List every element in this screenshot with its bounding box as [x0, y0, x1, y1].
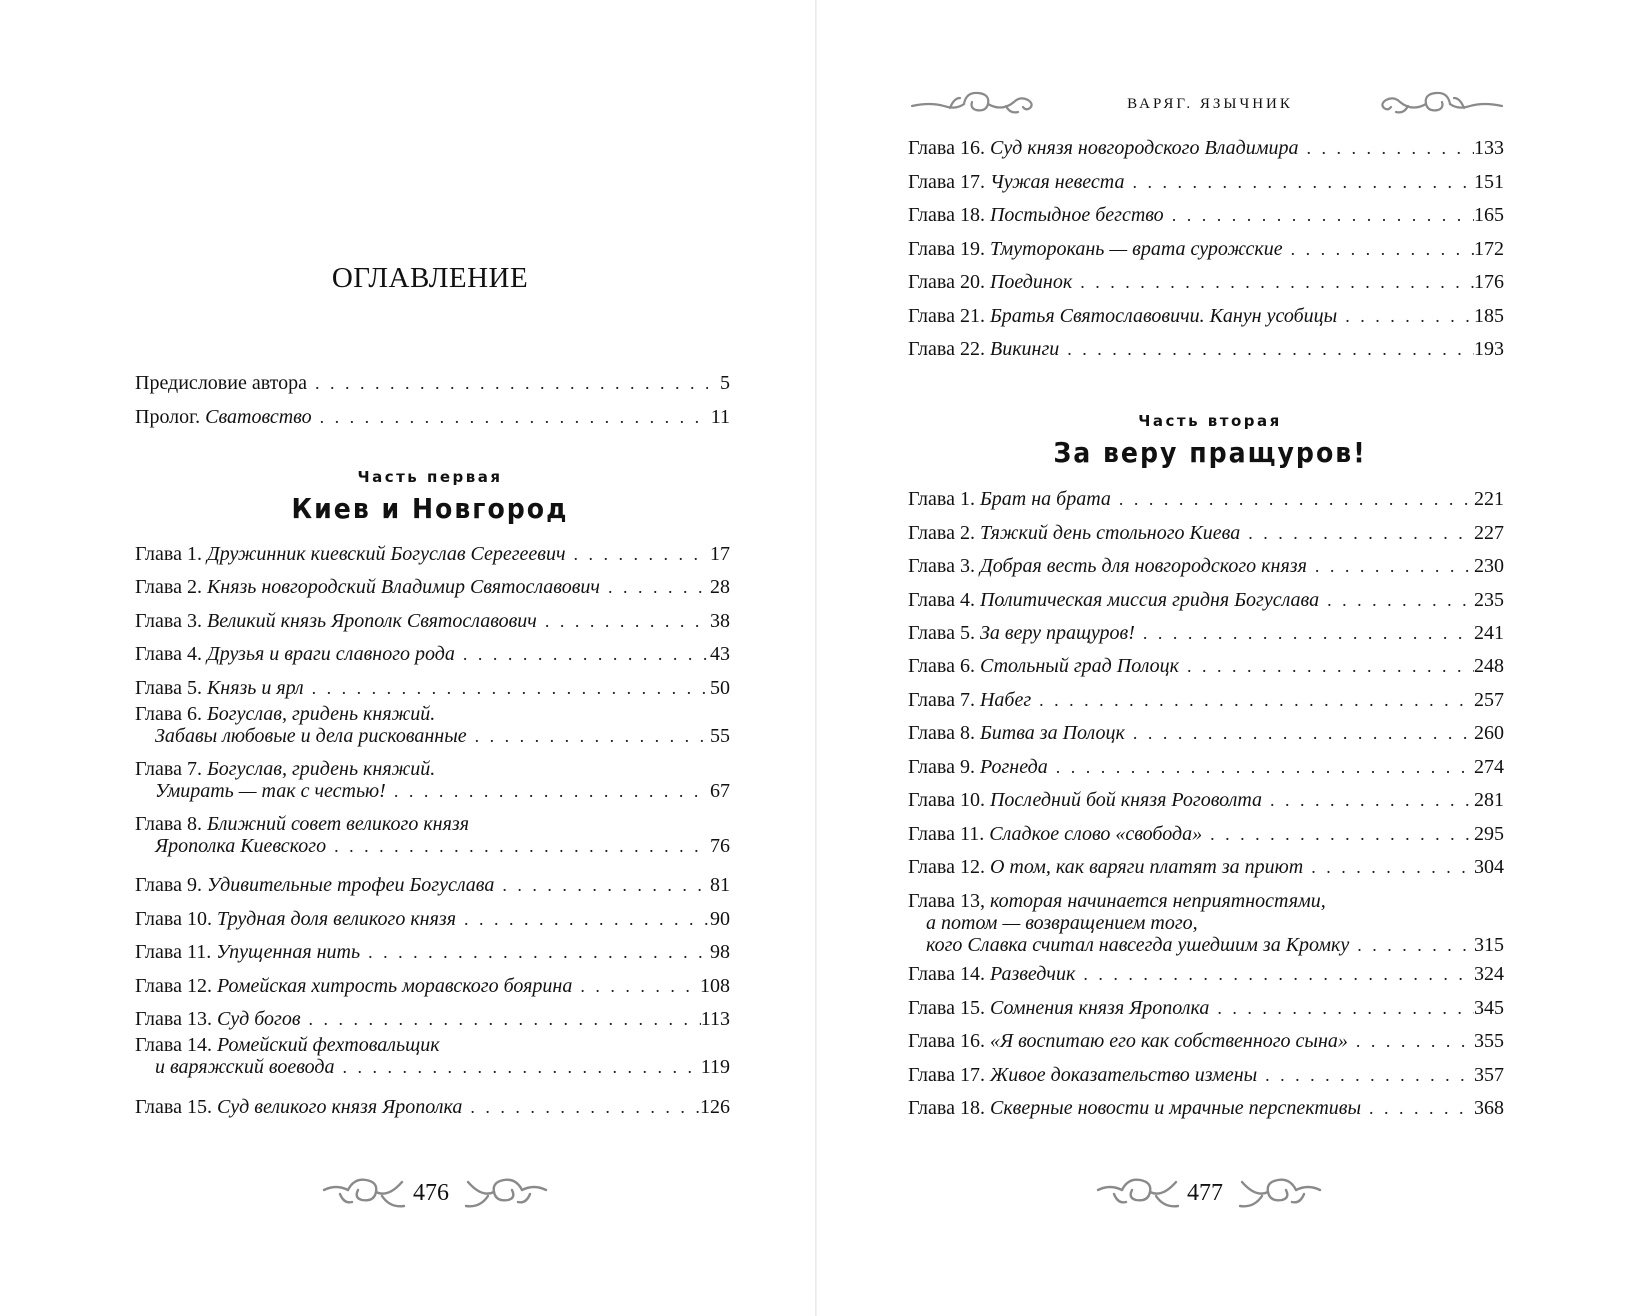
chapter-label: Глава 7. — [135, 758, 202, 780]
chapter-page: 113 — [700, 1008, 730, 1030]
chapter-title: Живое доказательство измены — [989, 1064, 1258, 1086]
chapter-page: 345 — [1474, 997, 1504, 1019]
chapter-page: 230 — [1474, 555, 1504, 577]
chapter-title: Трудная доля великого князя — [216, 908, 456, 930]
toc-entry — [135, 975, 730, 997]
toc-entry — [908, 622, 1504, 644]
toc-title: ОГЛАВЛЕНИЕ — [331, 262, 529, 294]
chapter-page: 133 — [1474, 137, 1504, 159]
chapter-title: Сомнения князя Ярополка — [989, 997, 1210, 1019]
chapter-title: Друзья и враги славного рода — [206, 643, 455, 665]
chapter-label: Глава 6. — [908, 655, 975, 677]
chapter-label: Глава 12. — [908, 856, 985, 878]
toc-entry — [908, 1097, 1504, 1119]
chapter-title: Князь и ярл — [206, 677, 304, 699]
chapter-label: Глава 1. — [908, 488, 975, 510]
toc-entry — [135, 1034, 730, 1078]
toc-entry — [908, 305, 1504, 327]
chapter-title: которая начинается неприятностями, — [989, 890, 1326, 912]
chapter-title: Ближний совет великого князя — [206, 813, 469, 835]
chapter-page: 50 — [710, 677, 730, 699]
toc-entry — [908, 823, 1504, 845]
chapter-page: 185 — [1474, 305, 1504, 327]
chapter-page: 227 — [1474, 522, 1504, 544]
chapter-label: Глава 2. — [135, 576, 202, 598]
chapter-title: Брат на брата — [979, 488, 1111, 510]
chapter-label: Глава 8. — [908, 722, 975, 744]
chapter-title-continued: Ярополка Киевского — [155, 835, 327, 857]
chapter-page: 176 — [1474, 271, 1504, 293]
chapter-label: Глава 8. — [135, 813, 202, 835]
chapter-page: 98 — [710, 941, 730, 963]
chapter-label: Глава 18. — [908, 204, 985, 226]
chapter-page: 355 — [1474, 1030, 1504, 1052]
chapter-page: 295 — [1474, 823, 1504, 845]
chapter-title: Рогнеда — [979, 756, 1048, 778]
chapter-title: Великий князь Ярополк Святославович — [206, 610, 537, 632]
toc-entry — [908, 963, 1504, 985]
chapter-label: Глава 15. — [908, 997, 985, 1019]
chapter-page: 90 — [710, 908, 730, 930]
toc-entry — [135, 758, 730, 802]
chapter-title: Сладкое слово «свобода» — [989, 823, 1203, 845]
toc-entry — [908, 338, 1504, 360]
chapter-title-continued: Умирать — так с честью! — [155, 780, 386, 802]
chapter-page: 193 — [1474, 338, 1504, 360]
part-title: За веру пращуров! — [1053, 436, 1367, 469]
part-label: Часть вторая — [1138, 412, 1282, 430]
chapter-title: Стольный град Полоцк — [979, 655, 1180, 677]
toc-entry — [908, 1030, 1504, 1052]
page-number: 476 — [413, 1180, 449, 1206]
chapter-title: Набег — [979, 689, 1032, 711]
chapter-page: 257 — [1474, 689, 1504, 711]
chapter-title: Удивительные трофеи Богуслава — [206, 874, 495, 896]
chapter-page: 281 — [1474, 789, 1504, 811]
chapter-label: Глава 19. — [908, 238, 985, 260]
chapter-label: Глава 1. — [135, 543, 202, 565]
toc-entry — [908, 789, 1504, 811]
chapter-title: Братья Святославовичи. Канун усобицы — [989, 305, 1338, 327]
chapter-title: Дружинник киевский Богуслав Серегеевич — [206, 543, 566, 565]
chapter-title: Добрая весть для новгородского князя — [979, 555, 1307, 577]
toc-entry — [135, 677, 730, 699]
toc-entry — [908, 522, 1504, 544]
chapter-label: Глава 5. — [908, 622, 975, 644]
chapter-label: Глава 3. — [908, 555, 975, 577]
running-title: ВАРЯГ. ЯЗЫЧНИК — [1127, 96, 1293, 112]
chapter-label: Глава 21. — [908, 305, 985, 327]
scroll-ornament-icon — [1236, 1172, 1322, 1212]
chapter-page: 28 — [710, 576, 730, 598]
chapter-title: Богуслав, гридень княжий. — [206, 703, 436, 725]
chapter-page: 76 — [710, 835, 730, 857]
chapter-label: Глава 20. — [908, 271, 985, 293]
chapter-page: 315 — [1474, 934, 1504, 956]
chapter-label: Глава 5. — [135, 677, 202, 699]
chapter-page: 55 — [710, 725, 730, 747]
chapter-title: Скверные новости и мрачные перспективы — [989, 1097, 1362, 1119]
chapter-label: Глава 6. — [135, 703, 202, 725]
chapter-label: Глава 13, — [908, 890, 985, 912]
chapter-title: Постыдное бегство — [989, 204, 1164, 226]
toc-entry — [135, 908, 730, 930]
toc-entry — [908, 856, 1504, 878]
toc-entry — [908, 689, 1504, 711]
toc-entry — [908, 1064, 1504, 1086]
chapter-page: 368 — [1474, 1097, 1504, 1119]
chapter-label: Глава 10. — [135, 908, 212, 930]
chapter-label: Глава 14. — [135, 1034, 212, 1056]
chapter-label: Глава 4. — [135, 643, 202, 665]
chapter-title: Суд князя новгородского Владимира — [989, 137, 1299, 159]
chapter-page: 324 — [1474, 963, 1504, 985]
toc-entry — [135, 874, 730, 896]
chapter-label: Глава 18. — [908, 1097, 985, 1119]
chapter-page: 274 — [1474, 756, 1504, 778]
toc-entry — [135, 643, 730, 665]
chapter-title: Викинги — [989, 338, 1060, 360]
toc-entry — [135, 941, 730, 963]
toc-entry — [135, 813, 730, 857]
chapter-label: Глава 9. — [135, 874, 202, 896]
toc-entry — [135, 1008, 730, 1030]
chapter-page: 260 — [1474, 722, 1504, 744]
toc-entry — [908, 997, 1504, 1019]
chapter-page: 43 — [710, 643, 730, 665]
toc-entry — [908, 204, 1504, 226]
chapter-label: Глава 13. — [135, 1008, 212, 1030]
chapter-label: Глава 14. — [908, 963, 985, 985]
toc-entry — [908, 756, 1504, 778]
chapter-page: 126 — [700, 1096, 730, 1118]
page-number: 477 — [1187, 1180, 1223, 1206]
chapter-title: Тмуторокань — врата сурожские — [989, 238, 1283, 260]
part-label: Часть первая — [357, 468, 503, 486]
chapter-title-continued: а потом — возвращением того, — [926, 912, 1198, 934]
book-spine — [815, 0, 817, 1316]
chapter-page: 357 — [1474, 1064, 1504, 1086]
chapter-page: 151 — [1474, 171, 1504, 193]
toc-entry — [908, 555, 1504, 577]
chapter-title: За веру пращуров! — [979, 622, 1135, 644]
toc-entry — [135, 610, 730, 632]
chapter-label: Глава 10. — [908, 789, 985, 811]
chapter-label: Глава 3. — [135, 610, 202, 632]
part-title: Киев и Новгород — [291, 492, 569, 525]
chapter-page: 248 — [1474, 655, 1504, 677]
chapter-title: Политическая миссия гридня Богуслава — [979, 589, 1320, 611]
chapter-title: Суд богов — [216, 1008, 301, 1030]
scroll-ornament-icon — [322, 1172, 408, 1212]
chapter-label: Глава 17. — [908, 1064, 985, 1086]
chapter-title: Ромейская хитрость моравского боярина — [216, 975, 573, 997]
chapter-title: Суд великого князя Ярополка — [216, 1096, 463, 1118]
toc-entry — [908, 488, 1504, 510]
chapter-title-continued: кого Славка считал навсегда ушедшим за Кромку — [926, 934, 1350, 956]
scroll-ornament-icon — [910, 84, 1038, 118]
toc-entry — [135, 576, 730, 598]
chapter-title: О том, как варяги платят за приют — [989, 856, 1304, 878]
toc-entry — [135, 543, 730, 565]
chapter-label: Глава 16. — [908, 1030, 985, 1052]
toc-entry — [908, 589, 1504, 611]
toc-entry — [908, 655, 1504, 677]
chapter-page: 235 — [1474, 589, 1504, 611]
scroll-ornament-icon — [462, 1172, 548, 1212]
chapter-label: Глава 2. — [908, 522, 975, 544]
chapter-title: Разведчик — [989, 963, 1076, 985]
chapter-label: Глава 22. — [908, 338, 985, 360]
chapter-page: 17 — [710, 543, 730, 565]
toc-entry: Предисловие автора . . . 5 — [135, 372, 730, 394]
chapter-page: 241 — [1474, 622, 1504, 644]
chapter-page: 165 — [1474, 204, 1504, 226]
chapter-label: Глава 9. — [908, 756, 975, 778]
chapter-label: Глава 16. — [908, 137, 985, 159]
chapter-title: Богуслав, гридень княжий. — [206, 758, 436, 780]
chapter-title: «Я воспитаю его как собственного сына» — [989, 1030, 1348, 1052]
chapter-label: Глава 17. — [908, 171, 985, 193]
chapter-label: Глава 15. — [135, 1096, 212, 1118]
chapter-title: Ромейский фехтовальщик — [216, 1034, 440, 1056]
toc-entry — [908, 137, 1504, 159]
toc-entry — [908, 722, 1504, 744]
toc-entry — [908, 271, 1504, 293]
chapter-title: Тяжкий день стольного Киева — [979, 522, 1241, 544]
chapter-page: 221 — [1474, 488, 1504, 510]
chapter-label: Глава 11. — [908, 823, 985, 845]
chapter-title: Князь новгородский Владимир Святославович — [206, 576, 600, 598]
toc-entry — [908, 171, 1504, 193]
chapter-page: 108 — [700, 975, 730, 997]
chapter-label: Глава 11. — [135, 941, 212, 963]
scroll-ornament-icon — [1376, 84, 1504, 118]
chapter-title: Поединок — [989, 271, 1073, 293]
chapter-label: Глава 7. — [908, 689, 975, 711]
chapter-page: 304 — [1474, 856, 1504, 878]
chapter-title: Последний бой князя Роговолта — [989, 789, 1263, 811]
chapter-page: 172 — [1474, 238, 1504, 260]
chapter-page: 119 — [700, 1056, 730, 1078]
toc-entry: Пролог. Сватовство . . . 11 — [135, 406, 730, 428]
chapter-label: Глава 4. — [908, 589, 975, 611]
chapter-title-continued: Забавы любовые и дела рискованные — [155, 725, 467, 747]
chapter-title: Чужая невеста — [989, 171, 1125, 193]
chapter-title: Битва за Полоцк — [979, 722, 1125, 744]
chapter-page: 38 — [710, 610, 730, 632]
toc-entry — [908, 238, 1504, 260]
chapter-page: 67 — [710, 780, 730, 802]
chapter-page: 81 — [710, 874, 730, 896]
chapter-label: Глава 12. — [135, 975, 212, 997]
toc-entry — [135, 1096, 730, 1118]
chapter-title-continued: и варяжский воевода — [155, 1056, 335, 1078]
scroll-ornament-icon — [1096, 1172, 1182, 1212]
toc-entry — [135, 703, 730, 747]
toc-entry — [908, 890, 1504, 956]
chapter-title: Упущенная нить — [216, 941, 361, 963]
